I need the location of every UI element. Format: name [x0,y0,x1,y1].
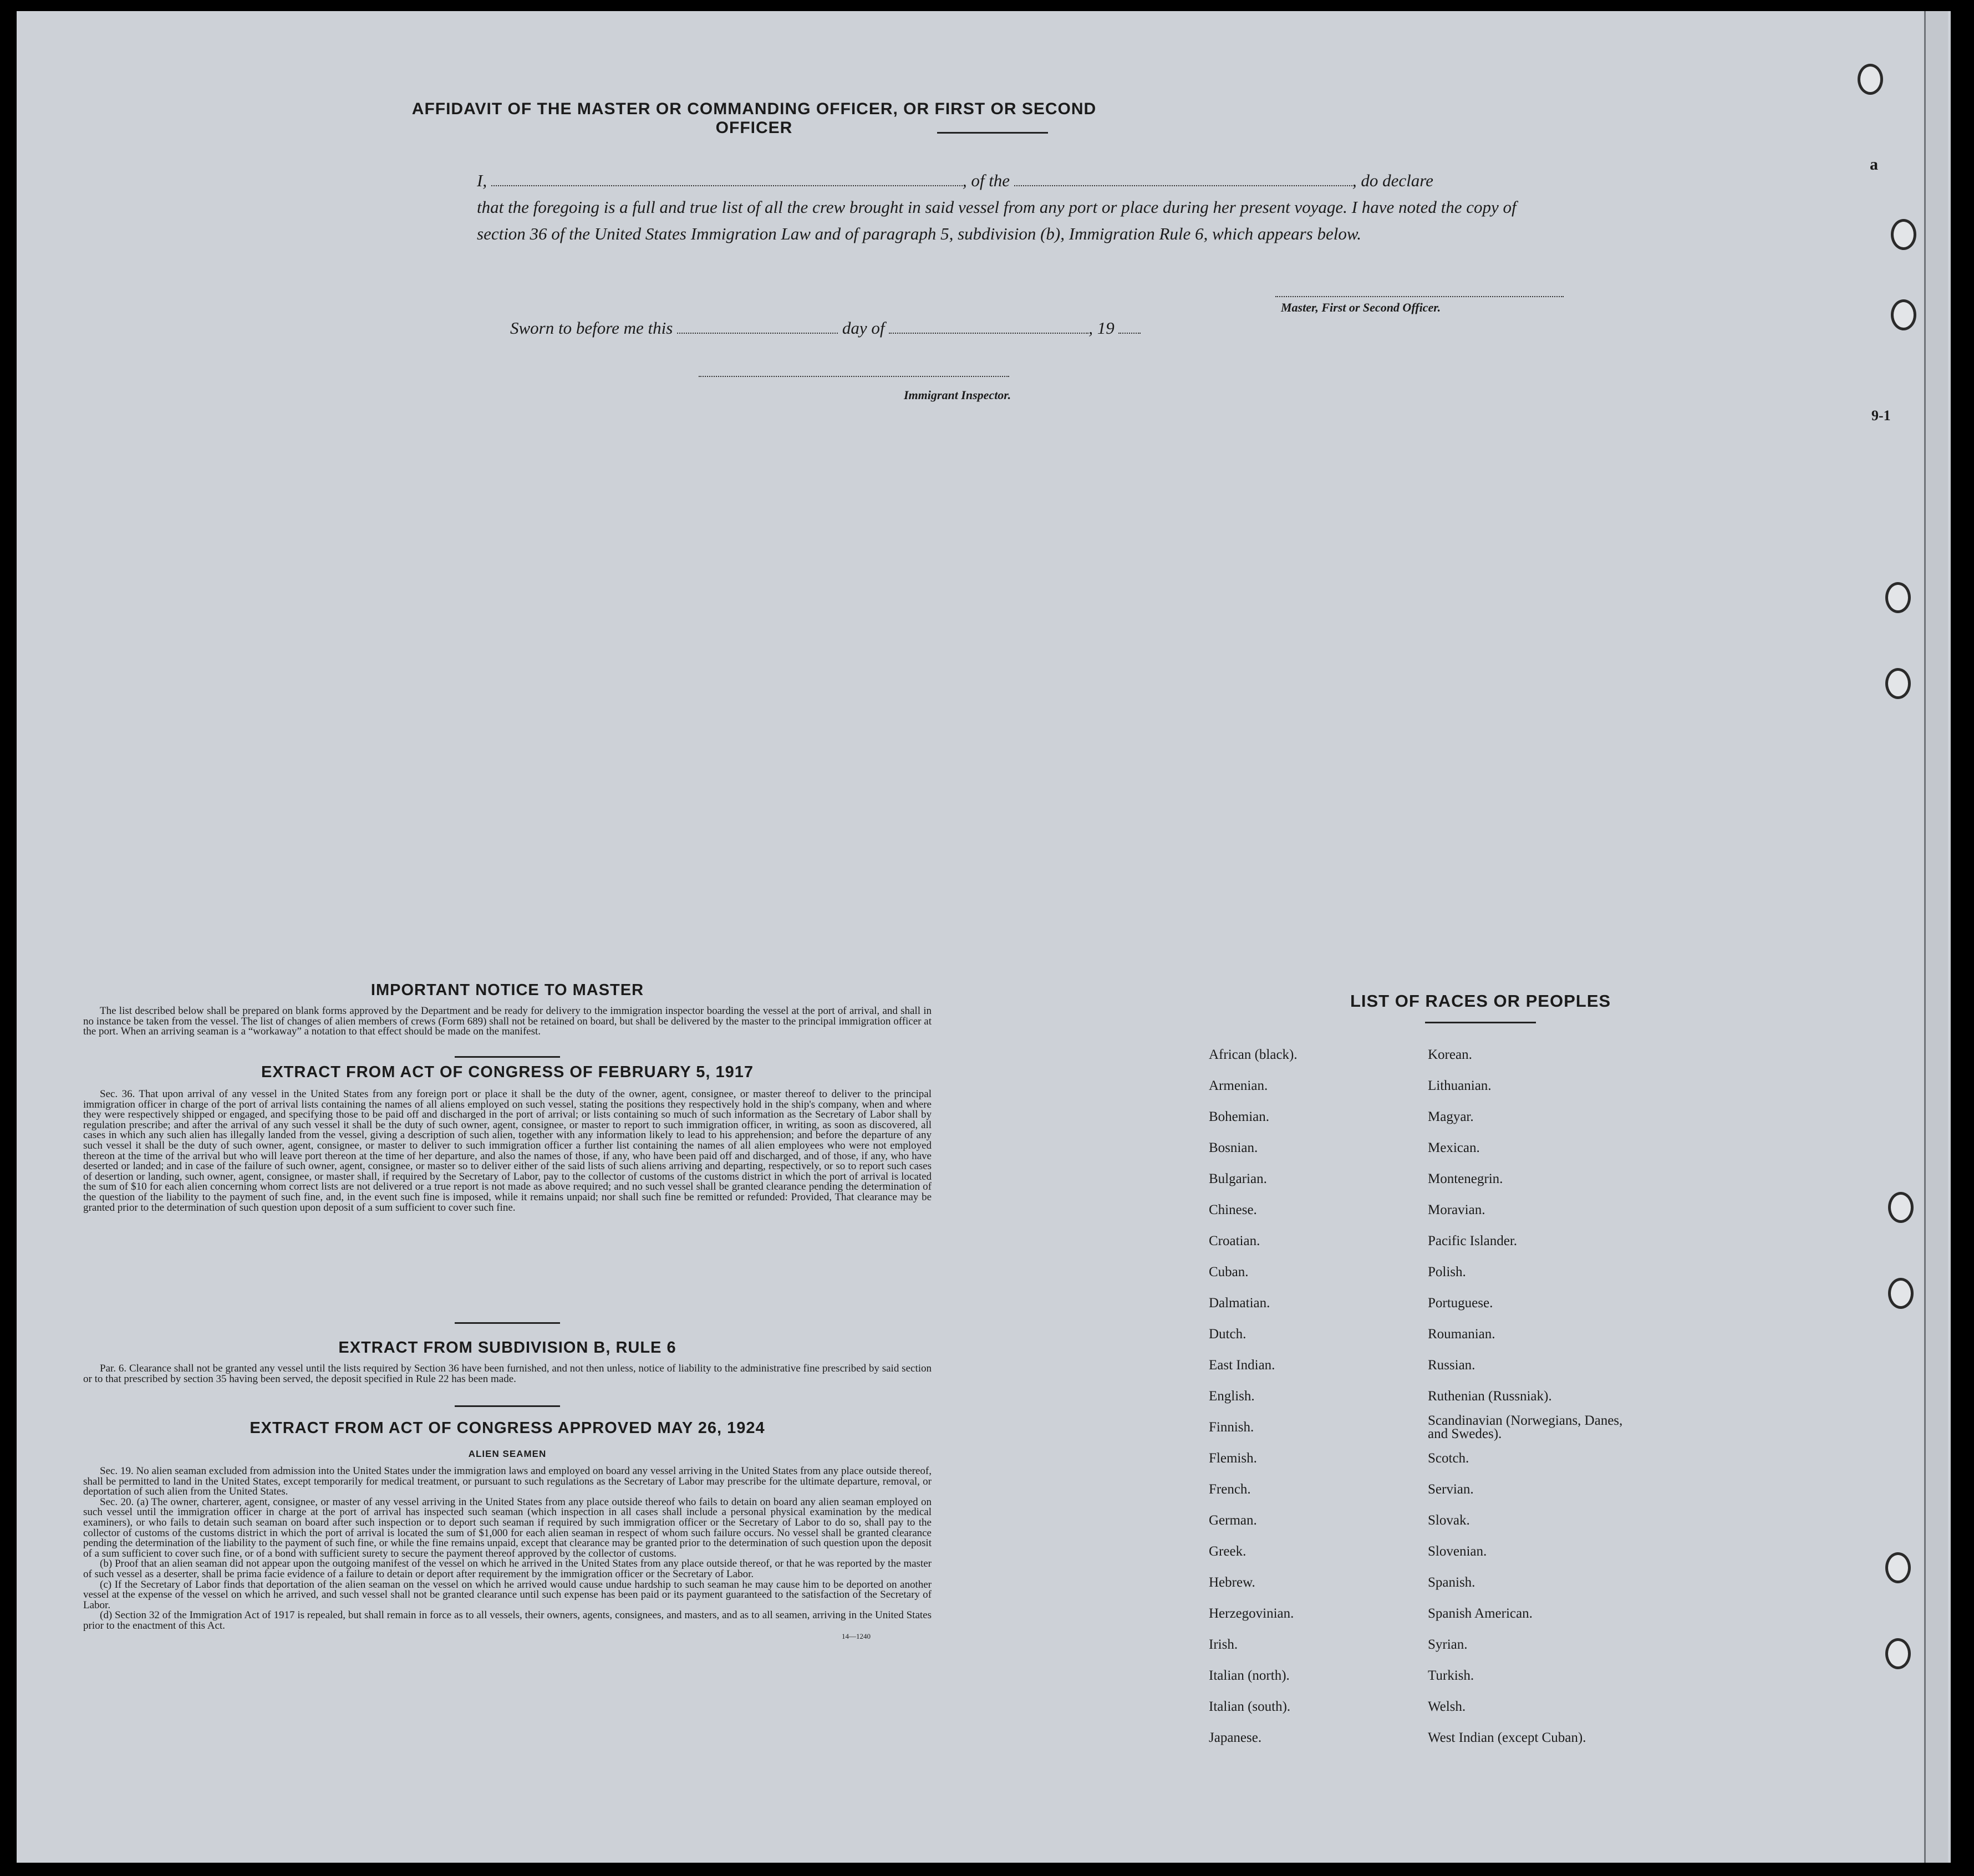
page-edge [1924,11,1948,1863]
inspector-signature-label: Immigrant Inspector. [904,388,1011,402]
extract-rule6-title: EXTRACT FROM SUBDIVISION B, RULE 6 [338,1339,676,1357]
race-item: Pacific Islander. [1428,1233,1518,1248]
year-label: , 19 [1088,318,1115,338]
binder-hole [1885,1552,1911,1583]
race-item: Scandinavian (Norwegians, Danes, and Swedes). [1428,1413,1623,1441]
notice-title: IMPORTANT NOTICE TO MASTER [370,981,644,999]
form-number: 14—1240 [842,1632,871,1640]
affidavit-title: AFFIDAVIT OF THE MASTER OR COMMANDING OFFICER, OR FIRST OR SECOND OFFICER [411,100,1097,137]
vessel-name-blank [1014,173,1352,186]
page-number-mark: 9-1 [1871,407,1891,424]
extract-1917-text [83,1089,932,1213]
race-item: Spanish. [1428,1575,1476,1590]
margin-letter: a [1870,155,1878,174]
sec-20b-paragraph: (b) Proof that an alien seaman did not appear upon the outgoing manifest of the vessel on which he arrived in the United States from any place outside thereof, or that he was reported by the master of such vessel as a deserter, shall be prima facie evidence of a failure to detain or deport after requirement by the immigration officer or the Secretary of Labor. [83,1558,932,1580]
race-item: Scotch. [1428,1451,1469,1466]
declare-label: , do declare [1352,171,1433,190]
race-item: Lithuanian. [1428,1078,1492,1093]
sec-19-paragraph: Sec. 19. No alien seaman excluded from admission into the United States under the immigration laws and employed on board any vessel arriving in the United States from any place outside thereof, shall be permitted to land in the United States, except temporarily for medical treatment, or pursuant to such regulations as the Secretary of Labor may prescribe for the ultimate departure, removal, or deportation of such alien from the United States. [83,1465,932,1498]
race-item: Welsh. [1428,1699,1466,1714]
race-item: Portuguese. [1428,1296,1493,1311]
binder-hole [1891,219,1916,250]
binder-hole [1888,1278,1914,1309]
race-item: Chinese. [1209,1202,1257,1217]
race-item: Magyar. [1428,1109,1474,1124]
race-item: Bohemian. [1209,1109,1270,1124]
sworn-month-blank [889,320,1088,334]
binder-hole [1885,1638,1911,1669]
race-item: Bosnian. [1209,1140,1258,1155]
race-item: Turkish. [1428,1668,1474,1683]
race-item: Mexican. [1428,1140,1480,1155]
affidavit-declaration [477,167,1547,247]
sec-20a-paragraph: Sec. 20. (a) The owner, charterer, agent, consignee, or master of any vessel arriving in the United States from any place outside thereof who fails to detain on board any alien seaman employed on such vessel until the immigration officer in charge at the port of arrival has inspected such seaman (which inspection in all cases shall include a personal physical examination by the medical examiners), or who fails to detain such seaman on board after such inspection or to deport such seaman if required by such immigration officer or the Secretary of Labor to do so, shall pay to the collector of customs of the customs district in which the port of arrival is located the sum of $1,000 for each alien seaman in respect of whom such failure occurs. No vessel shall be granted clearance pending the determination of the liability to the payment of such fine, or while the fine remains unpaid, except that clearance may be granted prior to the determination of such question upon the deposit of a sum sufficient to cover such fine, or of a bond with sufficient surety to secure the payment thereof approved by the collector of customs. [83,1496,932,1559]
race-item: Hebrew. [1209,1575,1255,1590]
race-item: Servian. [1428,1482,1474,1497]
race-item: Montenegrin. [1428,1171,1503,1186]
binder-hole [1885,582,1911,613]
document-page [17,11,1951,1863]
sworn-day-blank [677,320,838,334]
race-item: Cuban. [1209,1265,1249,1279]
sworn-year-blank [1118,320,1141,334]
race-item: Moravian. [1428,1202,1485,1217]
inspector-signature-line [699,376,1009,377]
of-label: , of the [962,171,1010,190]
title-rule [937,132,1048,134]
section-rule [455,1056,560,1058]
race-item: Armenian. [1209,1078,1268,1093]
extract-1924-title: EXTRACT FROM ACT OF CONGRESS APPROVED MAY 26, 1924 [250,1419,765,1437]
master-signature-label: Master, First or Second Officer. [1281,300,1441,314]
race-item: Ruthenian (Russniak). [1428,1389,1552,1404]
race-item: Russian. [1428,1358,1476,1373]
race-item: East Indian. [1209,1358,1275,1373]
race-item: Dutch. [1209,1327,1247,1342]
race-item: French. [1209,1482,1251,1497]
race-item: Greek. [1209,1544,1247,1559]
race-item: Roumanian. [1428,1327,1495,1342]
race-item: Italian (north). [1209,1668,1290,1683]
day-of-label: day of [842,318,885,338]
race-item: Japanese. [1209,1730,1262,1745]
race-item: Herzegovinian. [1209,1606,1294,1621]
race-item: Irish. [1209,1637,1238,1652]
race-item: Syrian. [1428,1637,1468,1652]
race-item: West Indian (except Cuban). [1428,1730,1586,1745]
race-item: Italian (south). [1209,1699,1291,1714]
sec-36-paragraph: Sec. 36. That upon arrival of any vessel in the United States from any foreign port or place it shall be the duty of the owner, agent, consignee, or master thereof to deliver to the principal immigration officer in charge of the port of arrival lists containing the names of all aliens employed on such vessel, stating the positions they respectively hold in the ship's company, when and where they were respectively shipped or engaged, and specifying those to be paid off and discharged in the port of arrival; or lists containing so much of such information as the Secretary of Labor shall by regulation prescribe; and after the arrival of any such vessel it shall be the duty of such owner, agent, consignee, or master to report to such immigration officer, in writing, as soon as discovered, all cases in which any such alien has illegally landed from the vessel, giving a description of such alien, together with any information likely to lead to his apprehension; and before the departure of any such vessel it shall be the duty of such owner, agent, consignee, or master to deliver to such immigration officer a further list containing the names of all alien employees who were not employed thereon at the time of the arrival but who will leave port thereon at the time of her departure, and also the names of those, if any, who have been paid off and discharged, and of those, if any, who have deserted or landed; and in case of the failure of such owner, agent, consignee, or master so to deliver either of the said lists of such aliens arriving and departing, respectively, or so to report such cases of desertion or landing, such owner, agent, consignee, or master shall, if required by the Secretary of Labor, pay to the collector of customs of the customs district in which the port of arrival is located the sum of $10 for each alien concerning whom correct lists are not delivered or a true report is not made as above required; and no such vessel shall be granted clearance pending the determination of the question of the liability to the payment of such fine, and, in the event such fine is imposed, while it remains unpaid; nor shall such fine be remitted or refunded: Provided, That clearance may be granted prior to the determination of such question upon deposit of a sum sufficient to cover such fine. [83,1088,932,1214]
race-item: Dalmatian. [1209,1296,1270,1311]
races-right-column [1428,1039,1644,1753]
declaration-statement: that the foregoing is a full and true list of all the crew brought in said vessel from any port or place during her present voyage. I have noted the copy of section 36 of the United States Immigration Law and of paragraph 5, subdivision (b), Immigration Rule 6, which appears below. [477,197,1517,243]
races-title-rule [1425,1022,1536,1023]
race-item: Korean. [1428,1047,1472,1062]
sec-20c-paragraph: (c) If the Secretary of Labor finds that deportation of the alien seaman on the vessel on which he arrived would cause undue hardship to such seaman he may cause him to be deported on another vessel at the expense of the vessel on which he arrived, and such vessel shall not be granted clearance until such expense has been paid or its payment guaranteed to the satisfaction of the Secretary of Labor. [83,1578,932,1611]
sworn-label: Sworn to before me this [510,318,673,338]
binder-hole [1885,668,1911,699]
extract-1917-title: EXTRACT FROM ACT OF CONGRESS OF FEBRUARY 5, 1917 [261,1063,754,1081]
race-item: African (black). [1209,1047,1298,1062]
sec-20d-paragraph: (d) Section 32 of the Immigration Act of 1917 is repealed, but shall remain in force as to all vessels, their owners, agents, consignees, and masters, and as to all seamen, arriving in the United States prior to the enactment of this Act. [83,1609,932,1632]
race-item: Slovak. [1428,1513,1470,1528]
notice-text [83,1006,932,1037]
extract-1924-text [83,1466,932,1642]
declarant-label: I, [477,171,487,190]
alien-seamen-subtitle: ALIEN SEAMEN [468,1449,547,1459]
sworn-line [510,315,1231,341]
races-left-column [1209,1039,1298,1753]
declarant-name-blank [491,173,963,186]
binder-hole [1858,64,1883,95]
declaration-line [477,167,1547,194]
binder-hole [1888,1192,1914,1223]
race-item: Polish. [1428,1265,1466,1279]
race-item: Slovenian. [1428,1544,1487,1559]
races-title: LIST OF RACES OR PEOPLES [1350,991,1611,1011]
race-item: English. [1209,1389,1255,1404]
section-rule [455,1322,560,1324]
race-item: Bulgarian. [1209,1171,1267,1186]
race-item: German. [1209,1513,1257,1528]
race-item: Spanish American. [1428,1606,1533,1621]
section-rule [455,1405,560,1407]
race-item: Finnish. [1209,1420,1254,1435]
extract-rule6-text [83,1364,932,1384]
master-signature-line [1275,296,1564,297]
race-item: Croatian. [1209,1233,1260,1248]
notice-paragraph: The list described below shall be prepared on blank forms approved by the Department and be ready for delivery to the immigration inspector boarding the vessel at the port of arrival, and shall in no instance be taken from the vessel. The list of changes of alien members of crews (Form 689) shall not be retained on board, but shall be delivered by the master to the principal immigration officer at the port. When an arriving seaman is a “workaway” a notation to that effect should be made on the manifest. [83,1005,932,1038]
binder-hole [1891,299,1916,330]
par-6-paragraph: Par. 6. Clearance shall not be granted any vessel until the lists required by Section 36 have been furnished, and not then unless, notice of liability to the administrative fine prescribed by said section or to that prescribed by section 35 having been served, the deposit specified in Rule 22 has been made. [83,1363,932,1385]
race-item: Flemish. [1209,1451,1257,1466]
